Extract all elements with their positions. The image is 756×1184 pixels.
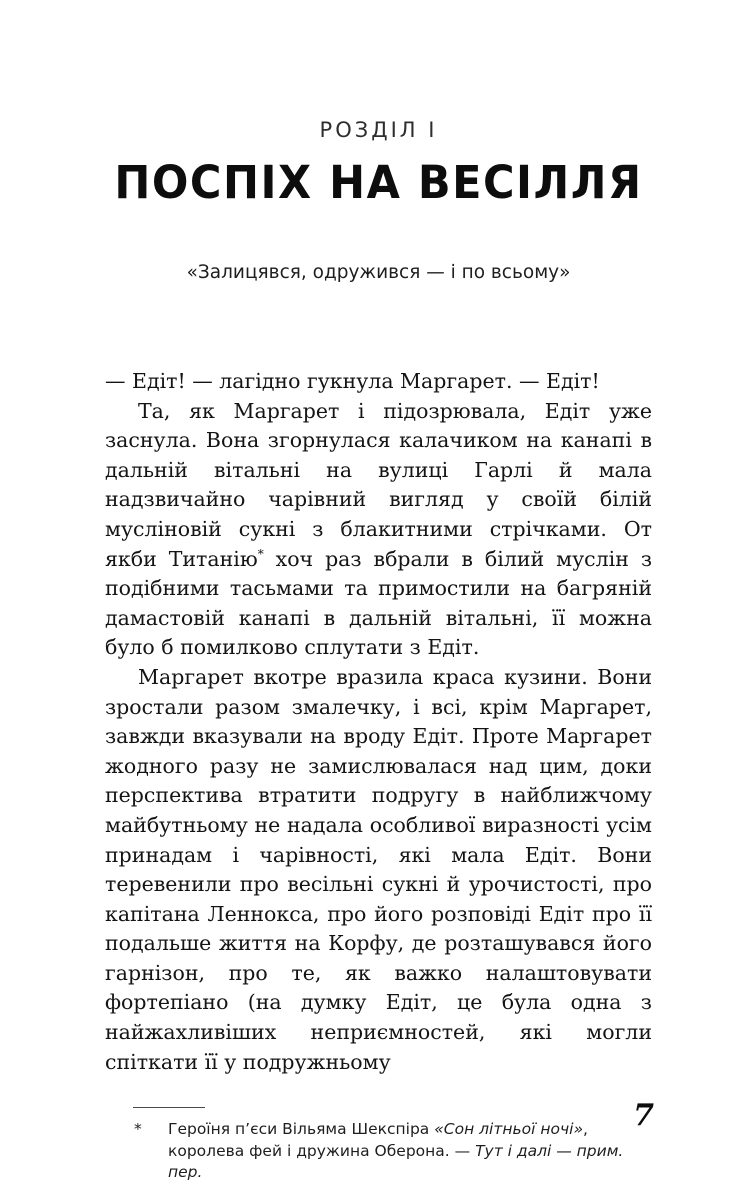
body-text	[105, 367, 652, 1077]
paragraph: Маргарет вкотре вразила краса кузини. Вони зростали разом змалечку, і всі, крім Маргарет, завжди вказували на вроду Едіт. Проте Маргарет жодного разу не замислювалася над цим, доки перспектива втратити подругу в найближчому майбутньому не надала особливої виразності усім принадам і чарівності, які мала Едіт. Вони теревенили про весільні сукні й урочистості, про капітана Леннокса, про його розповіді Едіт про її подальше життя на Корфу, де розташувався його гарнізон, про те, як важко налаштовувати фортепіано (на думку Едіт, це була одна з найжахливіших неприємностей, які могли спіткати її у подружньому	[105, 664, 652, 1074]
footnote-translator-note: Тут і далі — прим. пер.	[168, 1141, 624, 1182]
footnote	[105, 1119, 652, 1184]
paragraph-text: хоч раз вбрали в білий муслін з подібними тасьмами та примостили на багряній дамастовій канапі в дальній вітальні, її можна було б помилково сплутати з Едіт.	[105, 546, 653, 660]
footnote-marker: *	[134, 1120, 142, 1139]
footnote-area	[105, 1107, 652, 1184]
epigraph: «Залицявся, одружився — і по всьому»	[186, 262, 571, 283]
paragraph-text: Та, як Маргарет і підозрювала, Едіт уже заснула. Вона згорнулася калачиком на канапі в дальній вітальні на вулиці Гарлі й мала надзвичайно чарівний вигляд у своїй білій мусліновій сукні з блакитними стрічками. От якби Титанію	[105, 398, 652, 571]
chapter-label: РОЗДІЛ I	[319, 118, 438, 142]
footnote-play-title: «Сон літньої ночі»	[434, 1120, 584, 1139]
page-number: 7	[633, 1098, 654, 1133]
footnote-text: Героїня п’єси Вільяма Шекспіра	[168, 1120, 435, 1139]
footnote-divider	[133, 1107, 205, 1108]
footnote-ref-asterisk: *	[257, 546, 264, 561]
paragraph	[105, 397, 652, 663]
footnote-text: , королева фей і дружина Оберона. —	[168, 1120, 588, 1160]
chapter-title: ПОСПІХ НА ВЕСІЛЛЯ	[114, 156, 643, 210]
paragraph-dialogue: — Едіт! — лагідно гукнула Маргарет. — Едіт!	[105, 369, 600, 393]
